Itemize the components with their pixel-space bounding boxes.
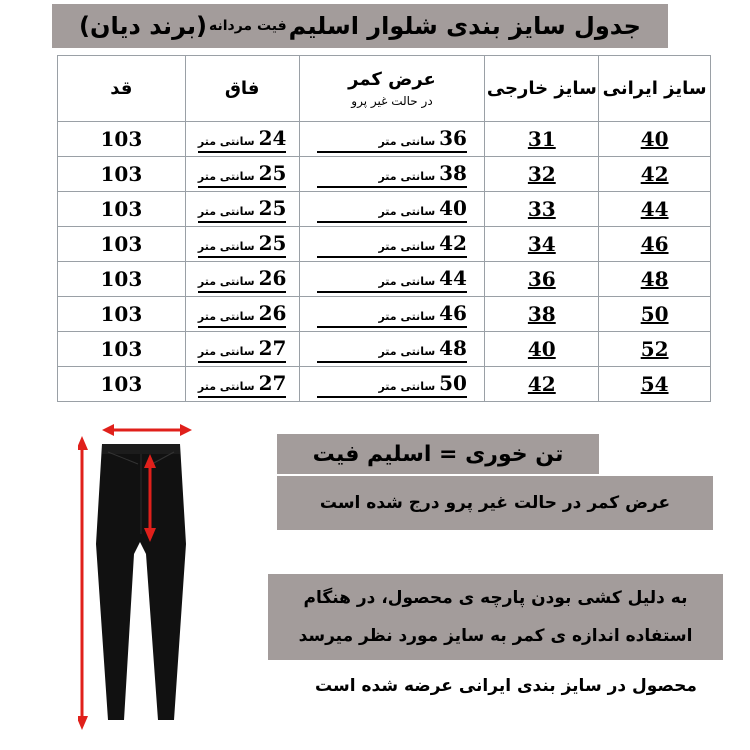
height-measure-arrow bbox=[78, 436, 88, 730]
jeans-illustration bbox=[78, 424, 228, 734]
table-header-row bbox=[58, 56, 711, 122]
waist-width-unit: سانتی متر bbox=[378, 379, 436, 393]
waist-width-measure bbox=[317, 126, 467, 153]
iranian-size-value: 42 bbox=[640, 162, 669, 186]
rise-measure bbox=[198, 336, 287, 363]
cell-rise bbox=[185, 227, 299, 262]
iranian-size-value: 52 bbox=[640, 337, 669, 361]
cell-waist-width bbox=[299, 367, 485, 402]
foreign-size-value: 40 bbox=[527, 337, 556, 361]
title-small-part: فیت مردانه bbox=[208, 18, 287, 34]
fit-type-banner bbox=[277, 434, 599, 474]
header-waist-width-label: عرض کمر bbox=[348, 69, 436, 90]
foreign-size-value: 42 bbox=[527, 372, 556, 396]
foreign-size-value: 34 bbox=[527, 232, 556, 256]
cell-iranian-size bbox=[599, 122, 711, 157]
cell-waist-width bbox=[299, 227, 485, 262]
foreign-size-value: 36 bbox=[527, 267, 556, 291]
cell-foreign-size bbox=[485, 227, 599, 262]
waist-width-value: 48 bbox=[439, 335, 467, 360]
header-foreign-size: سایز خارجی bbox=[485, 56, 599, 122]
rise-value: 27 bbox=[258, 370, 287, 395]
header-rise: فاق bbox=[185, 56, 299, 122]
rise-unit: سانتی متر bbox=[197, 239, 255, 253]
cell-rise bbox=[185, 192, 299, 227]
foreign-size-value: 38 bbox=[527, 302, 556, 326]
rise-unit: سانتی متر bbox=[197, 274, 255, 288]
cell-iranian-size bbox=[599, 227, 711, 262]
header-height: قد bbox=[58, 56, 186, 122]
table-body bbox=[58, 122, 711, 402]
stretch-note-line1: به دلیل کشی بودن پارچه ی محصول، در هنگام bbox=[303, 588, 688, 608]
rise-measure bbox=[198, 266, 287, 293]
waist-width-unit: سانتی متر bbox=[378, 169, 436, 183]
table-row bbox=[58, 297, 711, 332]
waist-width-value: 42 bbox=[439, 230, 467, 255]
waist-width-unit: سانتی متر bbox=[378, 274, 436, 288]
cell-height bbox=[58, 262, 186, 297]
rise-unit: سانتی متر bbox=[197, 344, 255, 358]
cell-iranian-size bbox=[599, 297, 711, 332]
table-row bbox=[58, 122, 711, 157]
cell-rise bbox=[185, 122, 299, 157]
stretch-note-line2: استفاده اندازه ی کمر به سایز مورد نظر میرسد bbox=[298, 626, 693, 646]
waist-width-measure bbox=[317, 371, 467, 398]
cell-height bbox=[58, 297, 186, 332]
cell-foreign-size bbox=[485, 297, 599, 332]
height-value: 103 bbox=[100, 337, 143, 361]
iranian-size-value: 44 bbox=[640, 197, 669, 221]
waist-note-text: عرض کمر در حالت غیر پرو درج شده است bbox=[319, 493, 671, 513]
rise-measure bbox=[198, 371, 287, 398]
waist-width-value: 40 bbox=[439, 195, 467, 220]
height-value: 103 bbox=[100, 127, 143, 151]
cell-waist-width bbox=[299, 297, 485, 332]
waist-width-value: 50 bbox=[439, 370, 467, 395]
waist-width-measure bbox=[317, 266, 467, 293]
cell-rise bbox=[185, 157, 299, 192]
waist-width-measure bbox=[317, 301, 467, 328]
table-row bbox=[58, 227, 711, 262]
cell-waist-width bbox=[299, 157, 485, 192]
cell-height bbox=[58, 157, 186, 192]
table-row bbox=[58, 262, 711, 297]
rise-value: 26 bbox=[258, 265, 287, 290]
cell-foreign-size bbox=[485, 367, 599, 402]
table-row bbox=[58, 192, 711, 227]
cell-height bbox=[58, 367, 186, 402]
jeans-icon bbox=[96, 444, 186, 720]
waist-note-banner bbox=[277, 476, 713, 530]
rise-value: 25 bbox=[258, 160, 287, 185]
stretch-note-banner bbox=[268, 574, 723, 660]
size-table bbox=[57, 55, 711, 402]
iranian-size-value: 46 bbox=[640, 232, 669, 256]
waist-width-value: 36 bbox=[439, 125, 467, 150]
rise-unit: سانتی متر bbox=[197, 204, 255, 218]
iranian-sizing-note bbox=[300, 668, 712, 704]
cell-iranian-size bbox=[599, 192, 711, 227]
cell-height bbox=[58, 122, 186, 157]
rise-unit: سانتی متر bbox=[197, 309, 255, 323]
rise-measure bbox=[198, 126, 287, 153]
cell-height bbox=[58, 192, 186, 227]
iranian-size-value: 50 bbox=[640, 302, 669, 326]
cell-iranian-size bbox=[599, 367, 711, 402]
waist-width-unit: سانتی متر bbox=[378, 204, 436, 218]
rise-value: 27 bbox=[258, 335, 287, 360]
waist-width-measure bbox=[317, 336, 467, 363]
header-waist-width-sub: در حالت غیر پرو bbox=[351, 94, 433, 108]
header-waist-width bbox=[299, 56, 485, 122]
rise-value: 25 bbox=[258, 230, 287, 255]
waist-width-value: 44 bbox=[439, 265, 467, 290]
waist-width-measure bbox=[317, 196, 467, 223]
foreign-size-value: 32 bbox=[527, 162, 556, 186]
cell-height bbox=[58, 332, 186, 367]
rise-measure bbox=[198, 301, 287, 328]
waist-measure-arrow bbox=[102, 424, 192, 436]
rise-value: 25 bbox=[258, 195, 287, 220]
rise-measure bbox=[198, 161, 287, 188]
cell-iranian-size bbox=[599, 262, 711, 297]
cell-iranian-size bbox=[599, 332, 711, 367]
height-value: 103 bbox=[100, 162, 143, 186]
waist-width-measure bbox=[317, 231, 467, 258]
height-value: 103 bbox=[100, 372, 143, 396]
cell-height bbox=[58, 227, 186, 262]
rise-unit: سانتی متر bbox=[197, 169, 255, 183]
iranian-size-value: 40 bbox=[640, 127, 669, 151]
cell-rise bbox=[185, 367, 299, 402]
rise-value: 24 bbox=[258, 125, 287, 150]
cell-iranian-size bbox=[599, 157, 711, 192]
iranian-sizing-text: محصول در سایز بندی ایرانی عرضه شده است bbox=[315, 676, 697, 696]
rise-measure bbox=[198, 231, 287, 258]
foreign-size-value: 31 bbox=[527, 127, 556, 151]
height-value: 103 bbox=[100, 197, 143, 221]
cell-waist-width bbox=[299, 332, 485, 367]
cell-rise bbox=[185, 262, 299, 297]
cell-rise bbox=[185, 332, 299, 367]
height-value: 103 bbox=[100, 267, 143, 291]
cell-foreign-size bbox=[485, 192, 599, 227]
waist-width-value: 38 bbox=[439, 160, 467, 185]
cell-waist-width bbox=[299, 192, 485, 227]
cell-waist-width bbox=[299, 262, 485, 297]
foreign-size-value: 33 bbox=[527, 197, 556, 221]
waist-width-value: 46 bbox=[439, 300, 467, 325]
cell-rise bbox=[185, 297, 299, 332]
iranian-size-value: 54 bbox=[640, 372, 669, 396]
rise-measure bbox=[198, 196, 287, 223]
table-row bbox=[58, 367, 711, 402]
header-iranian-size: سایز ایرانی bbox=[599, 56, 711, 122]
cell-foreign-size bbox=[485, 122, 599, 157]
cell-foreign-size bbox=[485, 332, 599, 367]
fit-type-text: تن خوری = اسلیم فیت bbox=[312, 441, 564, 467]
waist-width-unit: سانتی متر bbox=[378, 134, 436, 148]
height-value: 103 bbox=[100, 232, 143, 256]
cell-foreign-size bbox=[485, 157, 599, 192]
cell-foreign-size bbox=[485, 262, 599, 297]
rise-value: 26 bbox=[258, 300, 287, 325]
rise-unit: سانتی متر bbox=[197, 134, 255, 148]
cell-waist-width bbox=[299, 122, 485, 157]
rise-unit: سانتی متر bbox=[197, 379, 255, 393]
page-title bbox=[52, 4, 668, 48]
height-value: 103 bbox=[100, 302, 143, 326]
waist-width-measure bbox=[317, 161, 467, 188]
table-row bbox=[58, 157, 711, 192]
title-main-part1: جدول سایز بندی شلوار اسلیم bbox=[288, 12, 641, 40]
waist-width-unit: سانتی متر bbox=[378, 344, 436, 358]
waist-width-unit: سانتی متر bbox=[378, 309, 436, 323]
table-row bbox=[58, 332, 711, 367]
title-main-part2: (برند دیان) bbox=[79, 12, 207, 40]
iranian-size-value: 48 bbox=[640, 267, 669, 291]
waist-width-unit: سانتی متر bbox=[378, 239, 436, 253]
